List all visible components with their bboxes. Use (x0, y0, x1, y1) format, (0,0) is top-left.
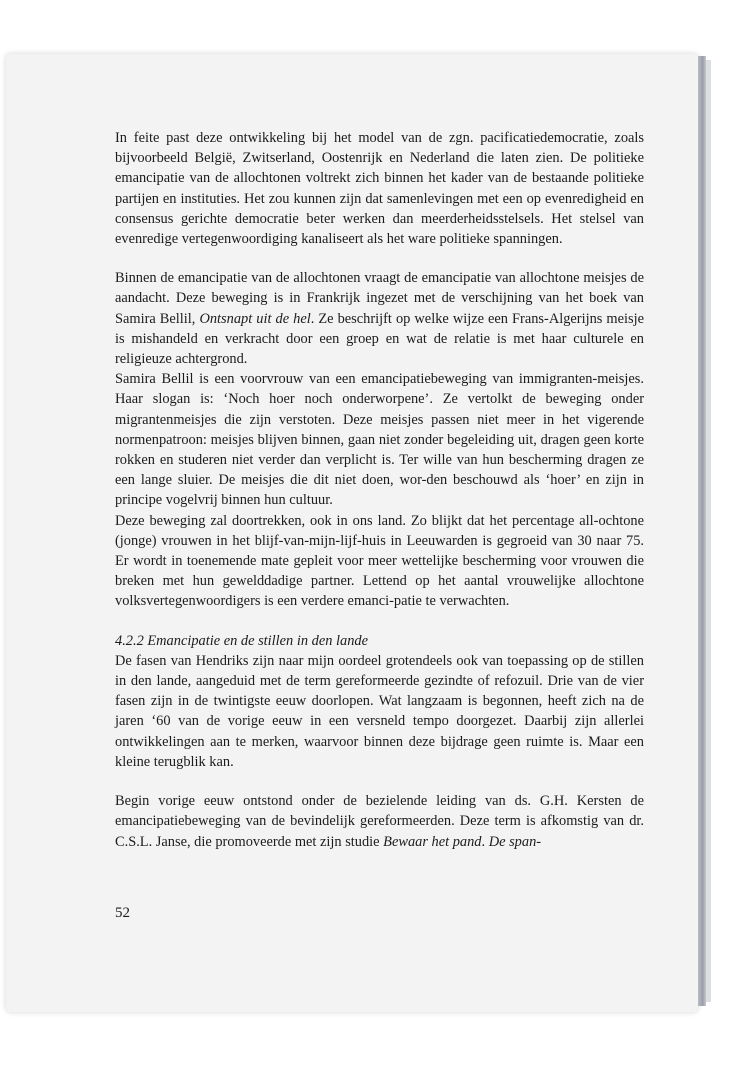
page-number: 52 (115, 905, 130, 921)
paragraph-samira-bellil: Samira Bellil is een voorvrouw van een emancipatiebeweging van immigranten-meisjes. Haar slogan is: ‘Noch hoer noch onderworpene’. Ze vertolkt de beweging onder migrantenmeisjes die zijn verstoten. Deze meisjes passen niet meer in het vigerende normenpatroon: meisjes blijven binnen, gaan niet zonder begeleiding uit, dragen geen korte rokken en studeren niet verder dan verplicht is. Ter wille van hun bescherming dragen ze een lange sluier. De meisjes die dit niet doen, wor-den beschouwd als ‘hoer’ en zijn in principe vogelvrij binnen hun cultuur. (115, 371, 644, 509)
paragraph-kersten (115, 791, 644, 852)
paragraph-text: Binnen de emancipatie van de allochtonen vraagt de emancipatie van allochtone meisjes de aandacht. Deze beweging is in Frankrijk ingezet met de verschijning van het boek van Samira Bellil, (115, 270, 644, 327)
paragraph-fasen-hendriks: De fasen van Hendriks zijn naar mijn oordeel grotendeels ook van toepassing op de stillen in den lande, aangeduid met de term gereformeerde gezindte of refozuil. Drie van de vier fasen zijn in de twintigste eeuw doorlopen. Wat langzaam is begonnen, heeft zich na de jaren ‘60 van de vorige eeuw in een versneld tempo doorgezet. Daarbij zijn allerlei ontwikkelingen aan te merken, waarvoor binnen deze bijdrage geen ruimte is. Maar een kleine terugblik kan. (115, 652, 644, 770)
body-text (115, 128, 644, 852)
paragraph-pacificatiedemocratie: In feite past deze ontwikkeling bij het model van de zgn. pacificatiedemocratie, zoals bijvoorbeeld België, Zwitserland, Oostenrijk en Nederland die laten zien. De politieke emancipatie van de allochtonen voltrekt zich binnen het kader van de bestaande politieke partijen en instituties. Het zou kunnen zijn dat samenlevingen met een op evenredigheid en consensus gerichte democratie beter werken dan meerderheidsstelsels. Het stelsel van evenredige vertegenwoordiging kanaliseert als het ware politieke spanningen. (115, 130, 644, 248)
study-title: Bewaar het pand (383, 833, 482, 850)
book-title: Ontsnapt uit de hel (199, 310, 311, 327)
paragraph-text: . Ze beschrijft op welke wijze een Frans-Algerijns meisje is mishandeld en verkracht door een groep en wat de relatie is met haar culturele en religieuze achtergrond. (115, 310, 644, 368)
paragraph-allochtone-meisjes (115, 268, 644, 369)
paragraph-text: . (481, 833, 489, 850)
paragraph-text: Begin vorige eeuw ontstond onder de bezielende leiding van ds. G.H. Kersten de emancipatiebeweging van de bevindelijk gereformeerden. Deze term is afkomstig van dr. C.S.L. Janse, die promoveerde met zijn studie (115, 793, 644, 850)
section-heading: 4.2.2 Emancipatie en de stillen in den lande (115, 632, 368, 649)
page-edge-shadow (698, 56, 706, 1006)
study-subtitle: De span- (488, 833, 542, 850)
paragraph-doortrekken: Deze beweging zal doortrekken, ook in ons land. Zo blijkt dat het percentage all-ochtone (jonge) vrouwen in het blijf-van-mijn-lijf-huis in Leeuwarden is gegroeid van 30 naar 75. Er wordt in toenemende mate gepleit voor meer wettelijke bescherming voor vrouwen die breken met hun gewelddadige partner. Lettend op het aantal vrouwelijke allochtone volksvertegenwoordigers is een verdere emanci-patie te verwachten. (115, 512, 644, 610)
page-edge-highlight (706, 60, 711, 1002)
